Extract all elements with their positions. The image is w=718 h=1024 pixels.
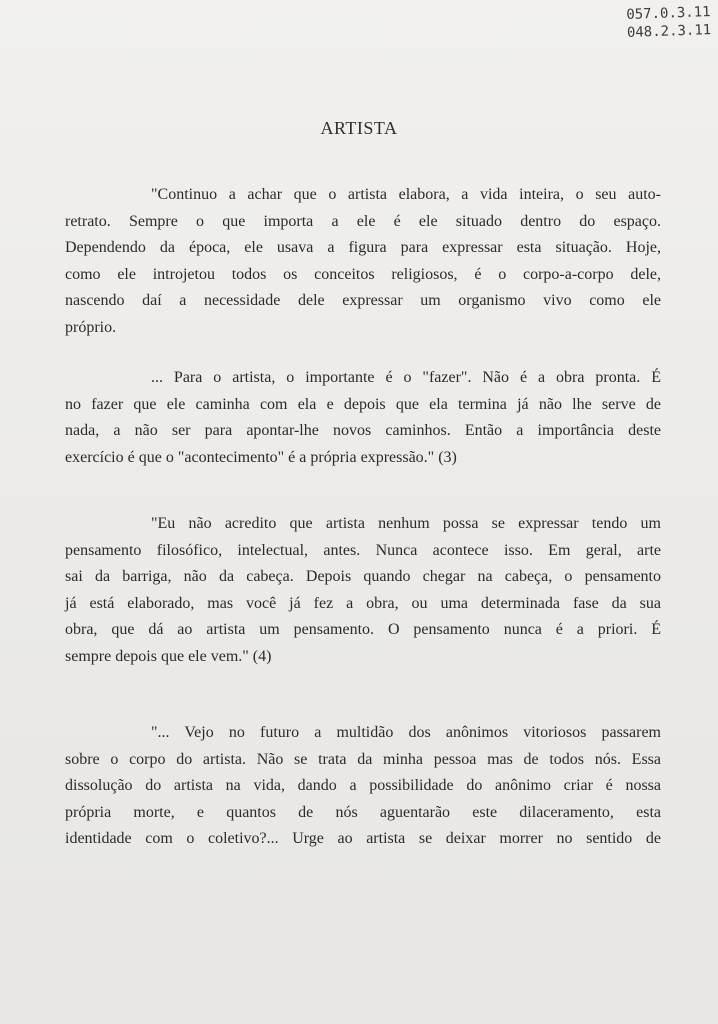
text-line: pensamento filosófico, intelectual, antes. Nunca acontece isso. Em geral, arte — [65, 541, 661, 559]
text-line: sempre depois que ele vem." (4) — [65, 647, 272, 665]
text-line: próprio. — [65, 318, 117, 336]
archive-ref-2: 048.2.3.11 — [626, 22, 712, 41]
text-line: sobre o corpo do artista. Não se trata da minha pessoa mas de todos nós. Essa — [65, 750, 661, 768]
text-line: "Eu não acredito que artista nenhum possa se expressar tendo um — [151, 515, 661, 532]
page-title: ARTISTA — [320, 118, 398, 138]
text-line: Dependendo da época, ele usava a figura para expressar esta situação. Hoje, — [65, 239, 661, 256]
text-line: nascendo daí a necessidade dele expressar um organismo vivo como ele — [65, 292, 661, 309]
text-line: já está elaborado, mas você já fez a obra, ou uma determinada fase da sua — [65, 594, 661, 612]
text-line: como ele introjetou todos os conceitos religiosos, é o corpo-a-corpo dele, — [65, 265, 661, 283]
paragraph-3 — [65, 511, 661, 670]
text-line: retrato. Sempre o que importa a ele é ele situado dentro do espaço. — [65, 212, 661, 230]
paragraph-4 — [65, 720, 661, 853]
text-line: "... Vejo no futuro a multidão dos anônimos vitoriosos passarem — [151, 724, 661, 741]
text-line: "Continuo a achar que o artista elabora, a vida inteira, o seu auto- — [151, 186, 661, 203]
text-line: exercício é que o "acontecimento" é a própria expressão." (3) — [65, 448, 457, 466]
text-line: obra, que dá ao artista um pensamento. O pensamento nunca é a priori. É — [65, 621, 661, 638]
archive-ref-1: 057.0.3.11 — [626, 4, 711, 23]
archive-reference-handwritten — [626, 3, 712, 42]
text-line: no fazer que ele caminha com ela e depois que ela termina já não lhe serve de — [65, 395, 661, 413]
text-line: dissolução do artista na vida, dando a possibilidade do anônimo criar é nossa — [65, 777, 661, 794]
text-line: nada, a não ser para apontar-lhe novos caminhos. Então a importância deste — [65, 422, 661, 439]
text-line: ... Para o artista, o importante é o "fazer". Não é a obra pronta. É — [151, 369, 661, 386]
text-line: própria morte, e quantos de nós aguentarão este dilaceramento, esta — [65, 803, 661, 821]
paragraph-1 — [65, 182, 661, 341]
paragraph-2 — [65, 365, 661, 471]
text-line: identidade com o coletivo?... Urge ao artista se deixar morrer no sentido de — [65, 830, 661, 847]
text-line: sai da barriga, não da cabeça. Depois quando chegar na cabeça, o pensamento — [65, 568, 661, 585]
